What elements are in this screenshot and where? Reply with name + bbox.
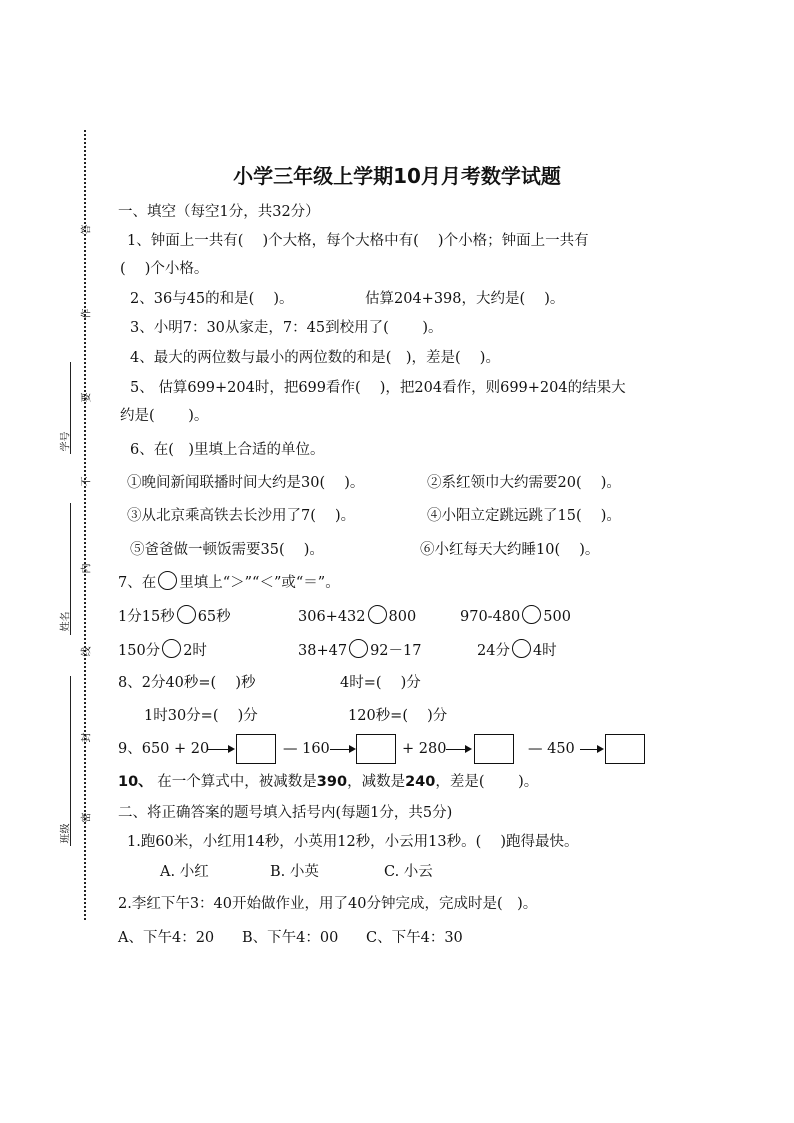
q6-item1: ①晚间新闻联播时间大约是30( )。 bbox=[127, 475, 365, 491]
student-id-line bbox=[70, 362, 71, 454]
s2-q2: 2.李红下午3：40开始做作业，用了40分钟完成，完成时是( )。 bbox=[118, 896, 538, 912]
q10 bbox=[118, 772, 538, 792]
q7-item3 bbox=[460, 605, 571, 627]
q7-instruction bbox=[118, 571, 340, 593]
q7-item4 bbox=[118, 639, 207, 661]
q9-op-minus-450: — 450 bbox=[528, 741, 575, 757]
compare-circle-icon[interactable] bbox=[349, 639, 368, 658]
q7-item6-right: 4时 bbox=[532, 643, 557, 659]
section1-header: 一、填空（每空1分，共32分） bbox=[118, 204, 320, 220]
q7-item2-right: 800 bbox=[388, 609, 417, 625]
answer-box-2[interactable] bbox=[356, 734, 396, 764]
compare-circle-icon[interactable] bbox=[177, 605, 196, 624]
q6-item5: ⑤爸爸做一顿饭需要35( )。 bbox=[130, 542, 324, 558]
s2-q1-option-c[interactable]: C. 小云 bbox=[384, 864, 433, 880]
q8-part2: 4时=( )分 bbox=[340, 675, 421, 691]
q8-part3: 1时30分=( )分 bbox=[144, 708, 258, 724]
q6-item4: ④小阳立定跳远跳了15( )。 bbox=[427, 508, 621, 524]
margin-char-nei: 内 bbox=[81, 563, 93, 574]
q7-item1-left: 1分15秒 bbox=[118, 609, 175, 625]
s2-q2-option-c[interactable]: C、下午4：30 bbox=[366, 930, 463, 946]
section2-header: 二、将正确答案的题号填入括号内(每题1分，共5分) bbox=[118, 805, 453, 821]
q2-part1: 2、36与45的和是( )。 bbox=[130, 291, 294, 307]
s2-q2-option-a[interactable]: A、下午4：20 bbox=[118, 930, 215, 946]
answer-box-3[interactable] bbox=[474, 734, 514, 764]
q7-item2-left: 306+432 bbox=[298, 609, 366, 625]
q10-number: 10、 bbox=[118, 774, 153, 790]
q4: 4、最大的两位数与最小的两位数的和是( )，差是( )。 bbox=[130, 350, 500, 366]
q7-item4-right: 2时 bbox=[183, 643, 207, 659]
margin-char-zuo: 作 bbox=[81, 308, 93, 319]
q9-op-minus-160: — 160 bbox=[283, 741, 330, 757]
q10-subtrahend: 240 bbox=[405, 774, 436, 790]
compare-circle-icon[interactable] bbox=[512, 639, 531, 658]
s2-q1: 1.跑60米，小红用14秒，小英用12秒，小云用13秒。( )跑得最快。 bbox=[127, 834, 579, 850]
q7-item1 bbox=[118, 605, 231, 627]
q7-prefix: 7、在 bbox=[118, 575, 157, 591]
binding-dotted-line bbox=[84, 130, 86, 920]
compare-circle-icon[interactable] bbox=[368, 605, 387, 624]
s2-q2-option-b[interactable]: B、下午4：00 bbox=[242, 930, 339, 946]
q7-item3-left: 970-480 bbox=[460, 609, 521, 625]
answer-box-1[interactable] bbox=[236, 734, 276, 764]
q7-item5-left: 38+47 bbox=[298, 643, 348, 659]
q7-suffix: 里填上“＞”“＜”或“＝”。 bbox=[179, 575, 340, 591]
margin-char-da: 答 bbox=[81, 224, 93, 235]
margin-char-feng: 封 bbox=[81, 732, 93, 743]
q3: 3、小明7：30从家走，7：45到校用了( )。 bbox=[130, 320, 443, 336]
name-label: 姓名 bbox=[60, 611, 72, 632]
answer-box-4[interactable] bbox=[605, 734, 645, 764]
compare-circle-icon[interactable] bbox=[162, 639, 181, 658]
q6-item3: ③从北京乘高铁去长沙用了7( )。 bbox=[127, 508, 356, 524]
q9-start: 9、650 + 20 bbox=[118, 741, 210, 757]
q1-line2: ( )个小格。 bbox=[120, 261, 209, 277]
margin-char-xian: 线 bbox=[81, 646, 93, 657]
q5-line1: 5、 估算699+204时，把699看作( )，把204看作，则699+204的结果大 bbox=[130, 380, 626, 396]
arrow-right-icon bbox=[580, 749, 602, 750]
margin-char-yao: 要 bbox=[81, 392, 93, 403]
q6-item2: ②系红领巾大约需要20( )。 bbox=[427, 475, 621, 491]
q7-item6 bbox=[477, 639, 557, 661]
page-title: 小学三年级上学期10月月考数学试题 bbox=[233, 164, 561, 188]
q10-end: ，差是( )。 bbox=[435, 774, 539, 790]
q7-item1-right: 65秒 bbox=[197, 609, 231, 625]
q6-item6: ⑥小红每天大约睡10( )。 bbox=[420, 542, 600, 558]
margin-char-bu: 不 bbox=[81, 476, 93, 487]
student-id-label: 学号 bbox=[60, 431, 72, 452]
q7-item2 bbox=[298, 605, 416, 627]
q7-item6-left: 24分 bbox=[477, 643, 510, 659]
arrow-right-icon bbox=[330, 749, 354, 750]
name-line bbox=[70, 503, 71, 635]
margin-char-mi: 密 bbox=[81, 812, 93, 823]
q6: 6、在( )里填上合适的单位。 bbox=[130, 442, 325, 458]
arrow-right-icon bbox=[446, 749, 470, 750]
compare-circle-icon[interactable] bbox=[522, 605, 541, 624]
q10-mid: ，减数是 bbox=[347, 774, 406, 790]
q8-part4: 120秒=( )分 bbox=[348, 708, 448, 724]
q7-item3-right: 500 bbox=[543, 609, 571, 625]
q10-text: 在一个算式中，被减数是 bbox=[157, 774, 317, 790]
q5-line2: 约是( )。 bbox=[120, 408, 209, 424]
q10-minuend: 390 bbox=[316, 774, 348, 790]
q7-item4-left: 150分 bbox=[118, 643, 161, 659]
q2-part2: 估算204+398，大约是( )。 bbox=[365, 291, 565, 307]
compare-circle-icon bbox=[158, 571, 177, 590]
q7-item5-right: 92－17 bbox=[370, 643, 422, 659]
q8-part1: 8、2分40秒=( )秒 bbox=[118, 675, 256, 691]
q9-op-plus-280: + 280 bbox=[402, 741, 447, 757]
class-label: 班级 bbox=[60, 823, 72, 844]
s2-q1-option-b[interactable]: B. 小英 bbox=[270, 864, 319, 880]
q7-item5 bbox=[298, 639, 421, 661]
q1-line1: 1、钟面上一共有( )个大格，每个大格中有( )个小格；钟面上一共有 bbox=[127, 233, 589, 249]
s2-q1-option-a[interactable]: A. 小红 bbox=[160, 864, 209, 880]
class-line bbox=[70, 676, 71, 846]
arrow-right-icon bbox=[208, 749, 233, 750]
